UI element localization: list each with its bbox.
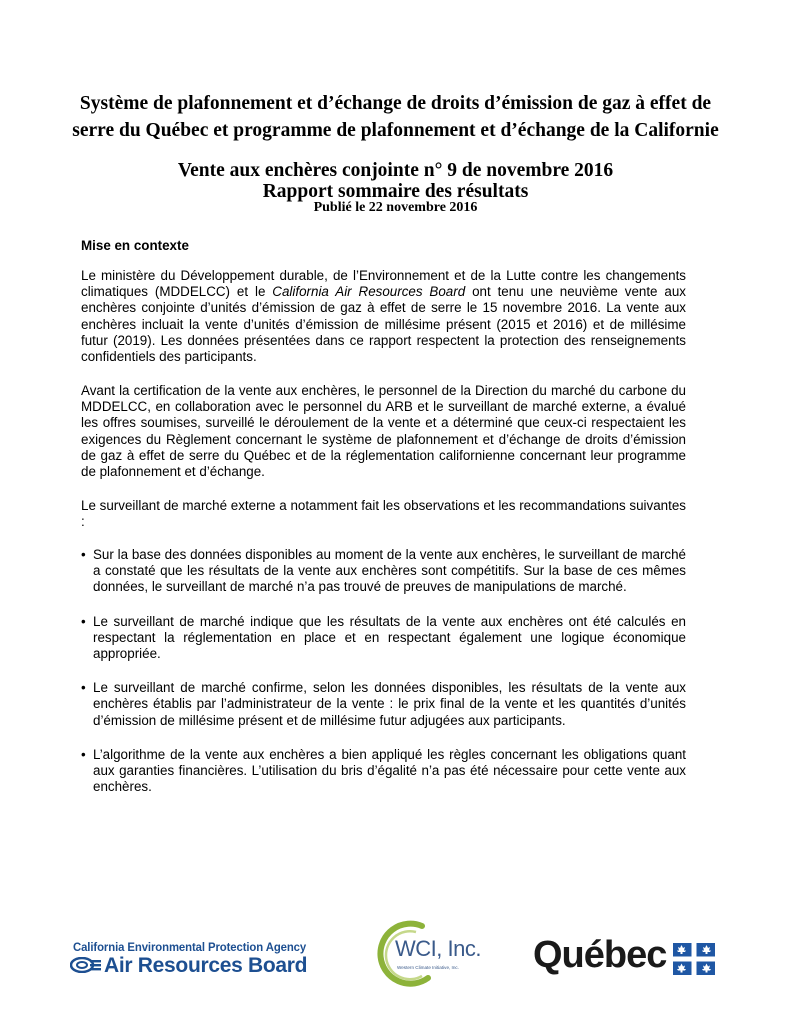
paragraph-context-part2: ont tenu une neuvième vente aux enchères conjointe d’unités d’émission de gaz à effet de serre le 15 novembre 2016. La vente aux enchères incluait la vente d’unités d’émission de millésime présent (2015 et 2016) et de millésime futur (2019). Les données présentées dans ce rapport respectent la protection des renseignements confidentiels des participants.: [81, 284, 686, 365]
auction-title: Vente aux enchères conjointe n° 9 de novembre 2016: [177, 160, 614, 181]
carb-board-name: Air Resources Board: [104, 954, 308, 977]
bullet-glyph: •: [81, 613, 86, 629]
carb-agency-name: California Environmental Protection Agency: [73, 940, 307, 954]
quebec-wordmark: Québec: [533, 934, 667, 976]
list-item-text: Sur la base des données disponibles au moment de la vente aux enchères, le surveillant de marché a constaté que les résultats de la vente aux enchères sont compétitifs. Sur la base de ces mêmes données, le surveillant de marché n’a pas trouvé de preuves de manipulations de marché.: [93, 547, 686, 595]
paragraph-context-part1: Le ministère du Développement durable, de l’Environnement et de la Lutte contre les changements climatiques (MDDELCC) et le: [81, 268, 686, 300]
paragraph-observations-intro: Le surveillant de marché externe a notamment fait les observations et les recommandations suivantes :: [81, 498, 686, 530]
quebec-logo: [533, 936, 733, 986]
section-heading: Mise en contexte: [81, 238, 189, 253]
list-item: [81, 614, 686, 663]
carb-logo: [70, 940, 315, 980]
observations-list: [81, 547, 686, 813]
publication-date: Publié le 22 novembre 2016: [313, 200, 478, 215]
paragraph-context: [81, 268, 686, 365]
list-item: [81, 747, 686, 796]
report-subtitle: [60, 160, 731, 202]
wci-logo: [360, 920, 481, 990]
document-title: Système de plafonnement et d’échange de droits d’émission de gaz à effet de serre du Québec et programme de plafonnement et d’échange de la Californie: [72, 93, 719, 141]
paragraph-certification: Avant la certification de la vente aux enchères, le personnel de la Direction du marché du carbone du MDDELCC, en collaboration avec le personnel du ARB et le surveillant de marché externe, a évalué les offres soumises, surveillé le déroulement de la vente et a déterminé que ceux-ci respectaient les exigences du Règlement concernant le système de plafonnement et d’échange de droits d’émission de gaz à effet de serre du Québec et de la réglementation californienne concernant leur programme de plafonnement et d’échange.: [81, 383, 686, 480]
bullet-glyph: •: [81, 547, 86, 562]
wci-name: WCI, Inc.: [395, 936, 481, 961]
list-item-text: L’algorithme de la vente aux enchères a bien appliqué les règles concernant les obligations quant aux garanties financières. L’utilisation du bris d’égalité n’a pas été nécessaire pour cette vente aux enchères.: [93, 746, 686, 795]
bullet-glyph: •: [81, 680, 86, 696]
wci-full-name: Western Climate Initiative, Inc.: [397, 965, 459, 970]
list-item-text: Le surveillant de marché indique que les résultats de la vente aux enchères ont été calculés en respectant la réglementation en place et en respectant également une logique économique appropriée.: [93, 613, 686, 662]
carb-emblem-icon: [70, 957, 102, 973]
list-item: [81, 680, 686, 729]
quebec-flag-icon: [673, 943, 715, 975]
report-type: Rapport sommaire des résultats: [262, 181, 529, 202]
list-item-text: Le surveillant de marché confirme, selon les données disponibles, les résultats de la vente aux enchères établis par l’administrateur de la vente : le prix final de la vente et les quantités d’unités d’émission de millésime présent et de millésime futur adjugées aux participants.: [93, 680, 686, 728]
bullet-glyph: •: [81, 746, 86, 762]
carb-italic-name: California Air Resources Board: [272, 284, 466, 300]
list-item: [81, 547, 686, 596]
